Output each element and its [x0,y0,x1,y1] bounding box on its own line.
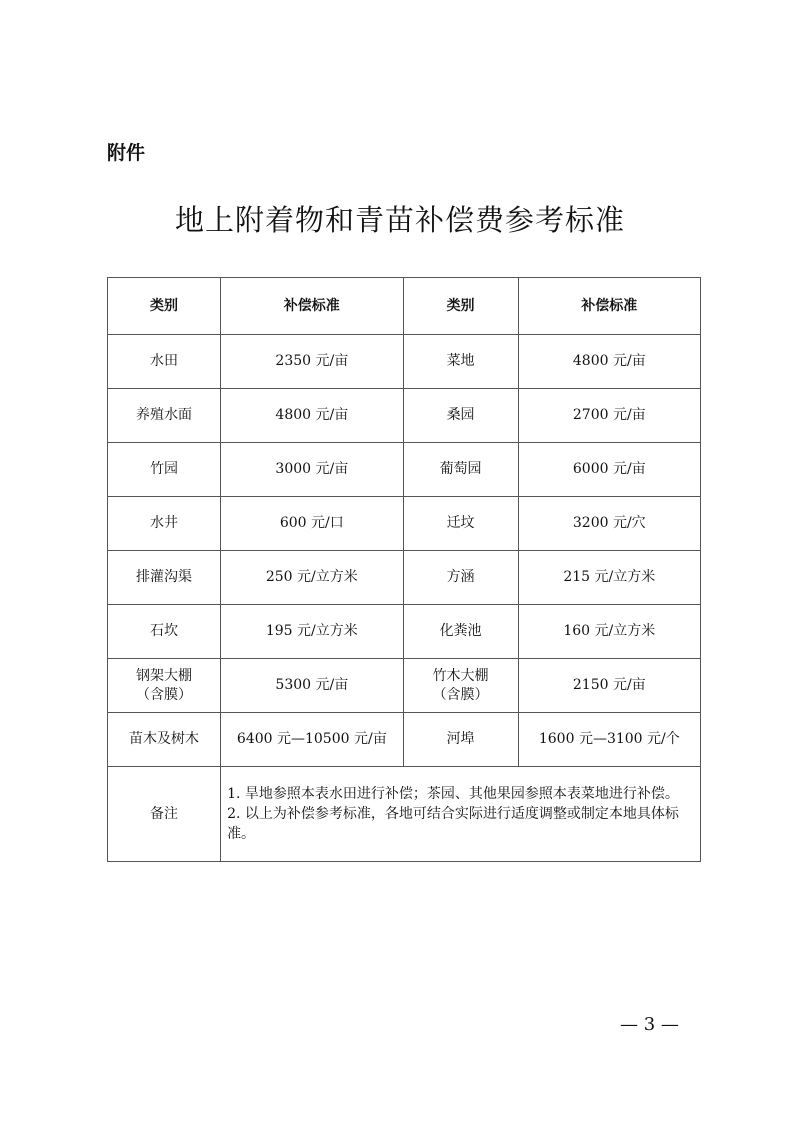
standard-cell: 4800 元/亩 [221,389,403,443]
header-standard: 补偿标准 [221,278,403,335]
table-row [108,713,701,767]
table-row [108,551,701,605]
standard-cell: 215 元/立方米 [518,551,700,605]
table-header-row [108,278,701,335]
standard-cell: 1600 元—3100 元/个 [518,713,700,767]
standard-cell: 6000 元/亩 [518,443,700,497]
table-row [108,659,701,713]
category-cell: 水田 [108,335,221,389]
standard-cell: 160 元/立方米 [518,605,700,659]
category-cell: 钢架大棚 （含膜） [108,659,221,713]
standard-cell: 2700 元/亩 [518,389,700,443]
category-cell: 苗木及树木 [108,713,221,767]
standard-cell: 5300 元/亩 [221,659,403,713]
standard-cell: 3200 元/穴 [518,497,700,551]
category-cell: 排灌沟渠 [108,551,221,605]
header-category: 类别 [403,278,518,335]
table-row [108,389,701,443]
remark-item: 2. 以上为补偿参考标准，各地可结合实际进行适度调整或制定本地具体标准。 [227,806,679,842]
header-standard: 补偿标准 [518,278,700,335]
header-category: 类别 [108,278,221,335]
table-row [108,605,701,659]
category-cell: 葡萄园 [403,443,518,497]
remarks-content [221,767,701,862]
category-cell: 化粪池 [403,605,518,659]
standard-cell: 6400 元—10500 元/亩 [221,713,403,767]
category-cell: 石坎 [108,605,221,659]
category-cell: 水井 [108,497,221,551]
category-cell: 竹园 [108,443,221,497]
category-cell: 竹木大棚 （含膜） [403,659,518,713]
standard-cell: 2150 元/亩 [518,659,700,713]
table-row [108,497,701,551]
category-cell: 河埠 [403,713,518,767]
standard-cell: 3000 元/亩 [221,443,403,497]
compensation-table [107,277,701,862]
page-number: — 3 — [620,1014,679,1035]
category-cell: 桑园 [403,389,518,443]
remark-item: 1. 旱地参照本表水田进行补偿；茶园、其他果园参照本表菜地进行补偿。 [227,786,679,802]
table-row [108,443,701,497]
standard-cell: 600 元/口 [221,497,403,551]
remarks-label: 备注 [108,767,221,862]
standard-cell: 250 元/立方米 [221,551,403,605]
table-row [108,335,701,389]
category-cell: 方涵 [403,551,518,605]
document-title: 地上附着物和青苗补偿费参考标准 [174,203,625,237]
remarks-row [108,767,701,862]
attachment-label: 附件 [107,142,146,164]
standard-cell: 195 元/立方米 [221,605,403,659]
category-cell: 迁坟 [403,497,518,551]
category-cell: 养殖水面 [108,389,221,443]
standard-cell: 2350 元/亩 [221,335,403,389]
standard-cell: 4800 元/亩 [518,335,700,389]
category-cell: 菜地 [403,335,518,389]
